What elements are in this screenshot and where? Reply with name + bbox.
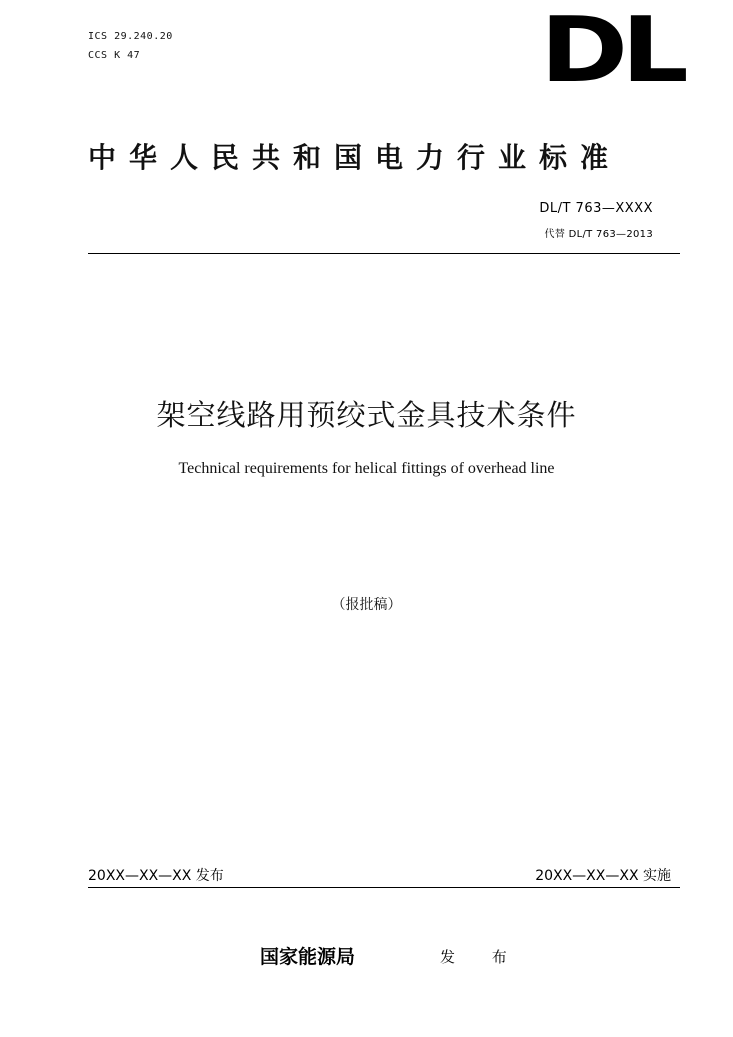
publish-date: 20XX—XX—XX 发布 [88,868,224,884]
document-title-chinese: 架空线路用预绞式金具技术条件 [156,398,577,432]
replaces-standard: 代替 DL/T 763—2013 [544,229,653,240]
standard-number: DL/T 763—XXXX [539,201,653,216]
ccs-code: CCS K 47 [88,50,141,61]
top-divider [88,253,680,254]
issue-label: 发 布 [440,948,523,966]
issuer-name: 国家能源局 [260,946,356,968]
implement-date: 20XX—XX—XX 实施 [535,868,671,884]
ics-code: ICS 29.240.20 [88,31,173,42]
industry-standard-heading: 中华人民共和国电力行业标准 [88,141,622,174]
draft-status: （报批稿） [331,597,402,613]
document-title-english: Technical requirements for helical fittings of overhead line [178,460,555,477]
bottom-divider [88,887,680,888]
dl-logo: DL [540,0,682,103]
